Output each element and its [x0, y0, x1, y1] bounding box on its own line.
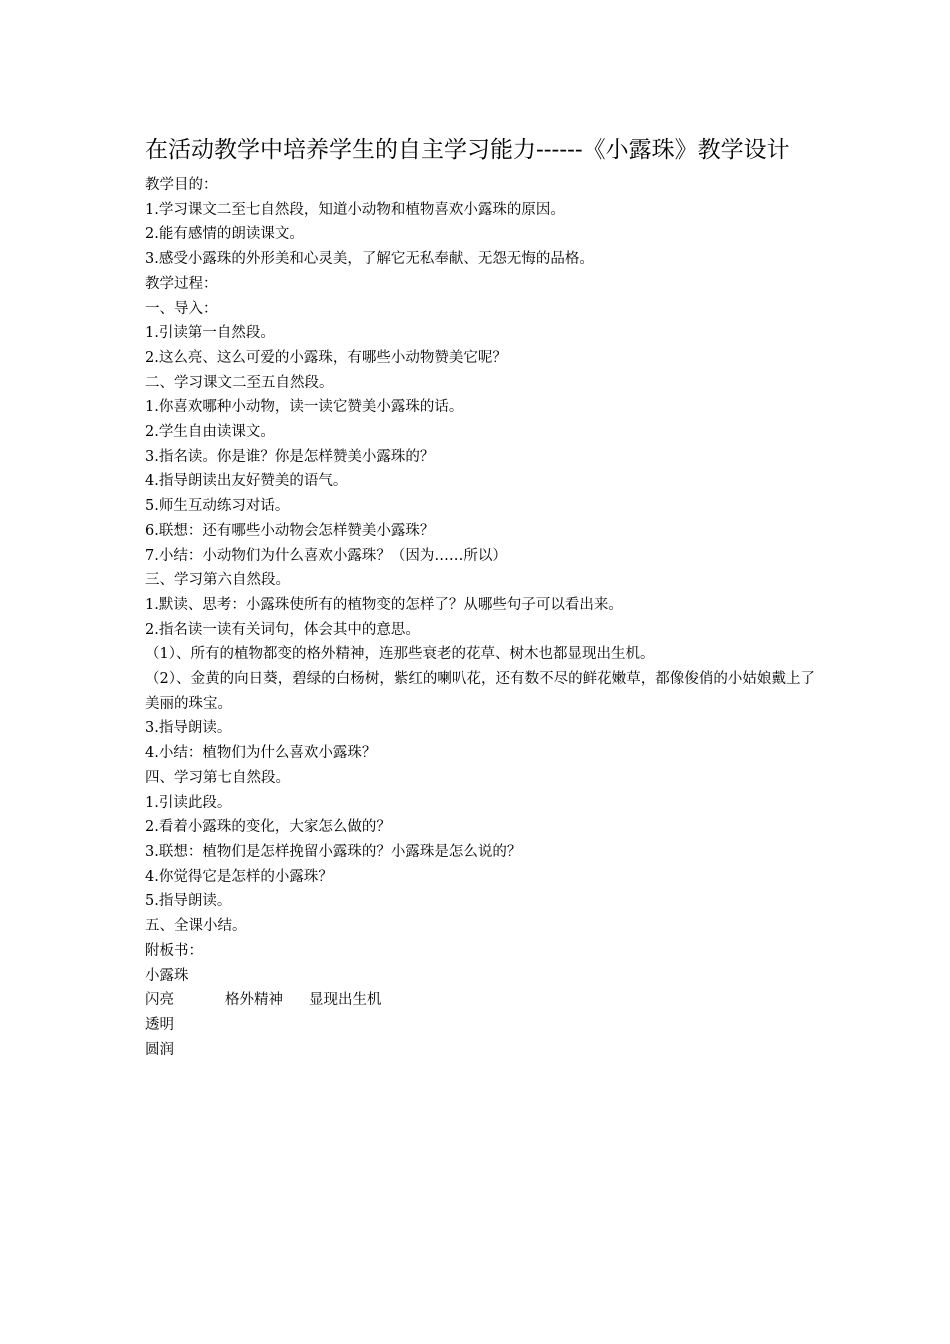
- objective-3: 3.感受小露珠的外形美和心灵美，了解它无私奉献、无怨无悔的品格。: [145, 251, 594, 268]
- board-title: 小露珠: [145, 967, 189, 984]
- board-word-vitality: 显现出生机: [309, 992, 382, 1009]
- section-3-quote-1: （1）、所有的植物都变的格外精神，连那些衰老的花草、树木也都显现出生机。: [145, 646, 655, 663]
- objective-2: 2.能有感情的朗读课文。: [145, 226, 304, 243]
- section-4-item-2: 2.看着小露珠的变化，大家怎么做的？: [145, 819, 391, 836]
- board-word-spirited: 格外精神: [225, 992, 283, 1009]
- section-3-item-2: 2.指名读一读有关词句，体会其中的意思。: [145, 621, 420, 638]
- section-3-item-4: 4.小结：植物们为什么喜欢小露珠？: [145, 745, 377, 762]
- section-2-item-5: 5.师生互动练习对话。: [145, 498, 290, 515]
- section-2-heading: 二、学习课文二至五自然段。: [145, 374, 334, 391]
- section-1-item-1: 1.引读第一自然段。: [145, 325, 275, 342]
- document-page: [145, 133, 815, 1062]
- section-2-item-4: 4.指导朗读出友好赞美的语气。: [145, 473, 348, 490]
- section-3-item-1: 1.默读、思考：小露珠使所有的植物变的怎样了？从哪些句子可以看出来。: [145, 596, 623, 613]
- section-4-item-4: 4.你觉得它是怎样的小露珠？: [145, 868, 333, 885]
- section-5-heading: 五、全课小结。: [145, 918, 247, 935]
- board-word-round: 圆润: [145, 1041, 174, 1058]
- section-2-item-7: 7.小结：小动物们为什么喜欢小露珠？（因为……所以）: [145, 547, 507, 564]
- board-row-1: [145, 988, 815, 1013]
- section-2-item-1: 1.你喜欢哪种小动物，读一读它赞美小露珠的话。: [145, 399, 464, 416]
- objectives-heading: 教学目的：: [145, 177, 218, 193]
- section-2-item-3: 3.指名读。你是谁？你是怎样赞美小露珠的？: [145, 448, 435, 465]
- section-4-heading: 四、学习第七自然段。: [145, 769, 290, 786]
- document-title: 在活动教学中培养学生的自主学习能力------《小露珠》教学设计: [145, 137, 790, 163]
- section-3-item-3: 3.指导朗读。: [145, 720, 232, 737]
- section-3-heading: 三、学习第六自然段。: [145, 572, 290, 589]
- section-2-item-6: 6.联想：还有哪些小动物会怎样赞美小露珠？: [145, 522, 435, 539]
- process-heading: 教学过程：: [145, 275, 218, 292]
- section-4-item-3: 3.联想：植物们是怎样挽留小露珠的？小露珠是怎么说的？: [145, 843, 522, 860]
- objective-1: 1.学习课文二至七自然段，知道小动物和植物喜欢小露珠的原因。: [145, 201, 565, 218]
- section-1-heading: 一、导入：: [145, 300, 218, 317]
- document-body: [145, 173, 815, 1062]
- board-heading: 附板书：: [145, 942, 203, 959]
- section-3-quote-2: （2）、金黄的向日葵，碧绿的白杨树，紫红的喇叭花，还有数不尽的鲜花嫩草，都像俊俏的小姑娘戴上了美丽的珠宝。: [145, 671, 815, 712]
- section-4-item-1: 1.引读此段。: [145, 794, 232, 811]
- board-word-transparent: 透明: [145, 1016, 174, 1033]
- board-word-shining: 闪亮: [145, 992, 174, 1009]
- section-4-item-5: 5.指导朗读。: [145, 893, 232, 910]
- section-1-item-2: 2.这么亮、这么可爱的小露珠，有哪些小动物赞美它呢？: [145, 349, 507, 366]
- section-2-item-2: 2.学生自由读课文。: [145, 424, 275, 441]
